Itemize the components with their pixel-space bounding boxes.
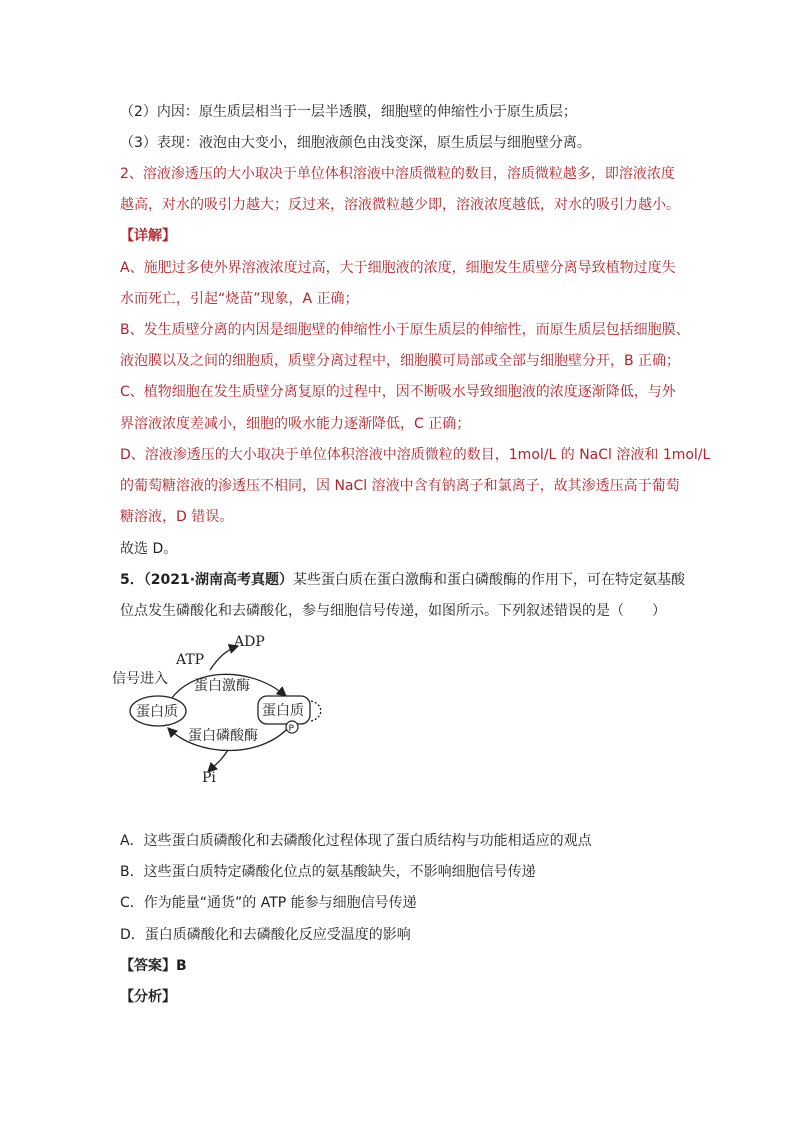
text-line: 的葡萄糖溶液的渗透压不相同，因 NaCl 溶液中含有钠离子和氯离子，故其渗透压高于葡萄 <box>120 478 680 494</box>
phosphate-label: P <box>288 724 294 734</box>
phosphorylation-diagram <box>110 628 340 788</box>
option-a: A．这些蛋白质磷酸化和去磷酸化过程体现了蛋白质结构与功能相适应的观点 <box>120 833 592 849</box>
protein-left-label: 蛋白质 <box>136 704 178 720</box>
signal-label: 信号进入 <box>112 671 168 687</box>
option-d: D．蛋白质磷酸化和去磷酸化反应受温度的影响 <box>120 927 411 943</box>
section-header-analysis: 【分析】 <box>120 989 176 1005</box>
question-number: 5． <box>120 572 144 588</box>
kinase-label: 蛋白激酶 <box>194 678 250 694</box>
section-header-detail: 【详解】 <box>120 228 176 244</box>
question-5-line1 <box>120 570 685 590</box>
text-line: 2、溶液渗透压的大小取决于单位体积溶液中溶质微粒的数目，溶质微粒越多，即溶液浓度 <box>120 166 675 182</box>
answer: 【答案】B <box>120 958 187 974</box>
text-line: 液泡膜以及之间的细胞质，质壁分离过程中，细胞膜可局部或全部与细胞壁分开，B 正确； <box>120 353 681 369</box>
text-line: （2）内因：原生质层相当于一层半透膜，细胞壁的伸缩性小于原生质层； <box>120 104 577 120</box>
active-site-dashes <box>311 701 321 721</box>
option-b: B．这些蛋白质特定磷酸化位点的氨基酸缺失，不影响细胞信号传递 <box>120 864 536 880</box>
pi-label: Pi <box>202 770 216 786</box>
text-line: 越高，对水的吸引力越大；反过来，溶液微粒越少即，溶液浓度越低，对水的吸引力越小。 <box>120 197 680 213</box>
text-line: 水而死亡，引起“烧苗”现象，A 正确； <box>120 291 359 307</box>
phosphatase-label: 蛋白磷酸酶 <box>188 728 258 744</box>
question-source: （2021·湖南高考真题） <box>143 572 294 588</box>
question-text: 位点发生磷酸化和去磷酸化，参与细胞信号传递，如图所示。下列叙述错误的是（ ） <box>120 603 666 619</box>
text-line: （3）表现：液泡由大变小，细胞液颜色由浅变深，原生质层与细胞壁分离。 <box>120 135 591 151</box>
text-line: D、溶液渗透压的大小取决于单位体积溶液中溶质微粒的数目，1mol/L 的 NaCl 溶液和 1mol/L <box>120 447 711 463</box>
text-line: 故选 D。 <box>120 541 178 557</box>
atp-label: ATP <box>176 652 205 668</box>
text-line: A、施肥过多使外界溶液浓度过高，大于细胞液的浓度，细胞发生质壁分离导致植物过度失 <box>120 260 676 276</box>
text-line: B、发生质壁分离的内因是细胞壁的伸缩性小于原生质层的伸缩性，而原生质层包括细胞膜、 <box>120 322 690 338</box>
protein-right-label: 蛋白质 <box>262 703 304 719</box>
text-line: 界溶液浓度差减小，细胞的吸水能力逐渐降低，C 正确； <box>120 416 471 432</box>
text-line: 糖溶液，D 错误。 <box>120 509 234 525</box>
pi-arrow <box>208 750 228 772</box>
option-c: C．作为能量“通货”的 ATP 能参与细胞信号传递 <box>120 895 417 911</box>
question-text: 某些蛋白质在蛋白激酶和蛋白磷酸酶的作用下，可在特定氨基酸 <box>293 572 686 588</box>
adp-label: ADP <box>234 634 265 650</box>
text-line: C、植物细胞在发生质壁分离复原的过程中，因不断吸水导致细胞液的浓度逐渐降低，与外 <box>120 384 676 400</box>
